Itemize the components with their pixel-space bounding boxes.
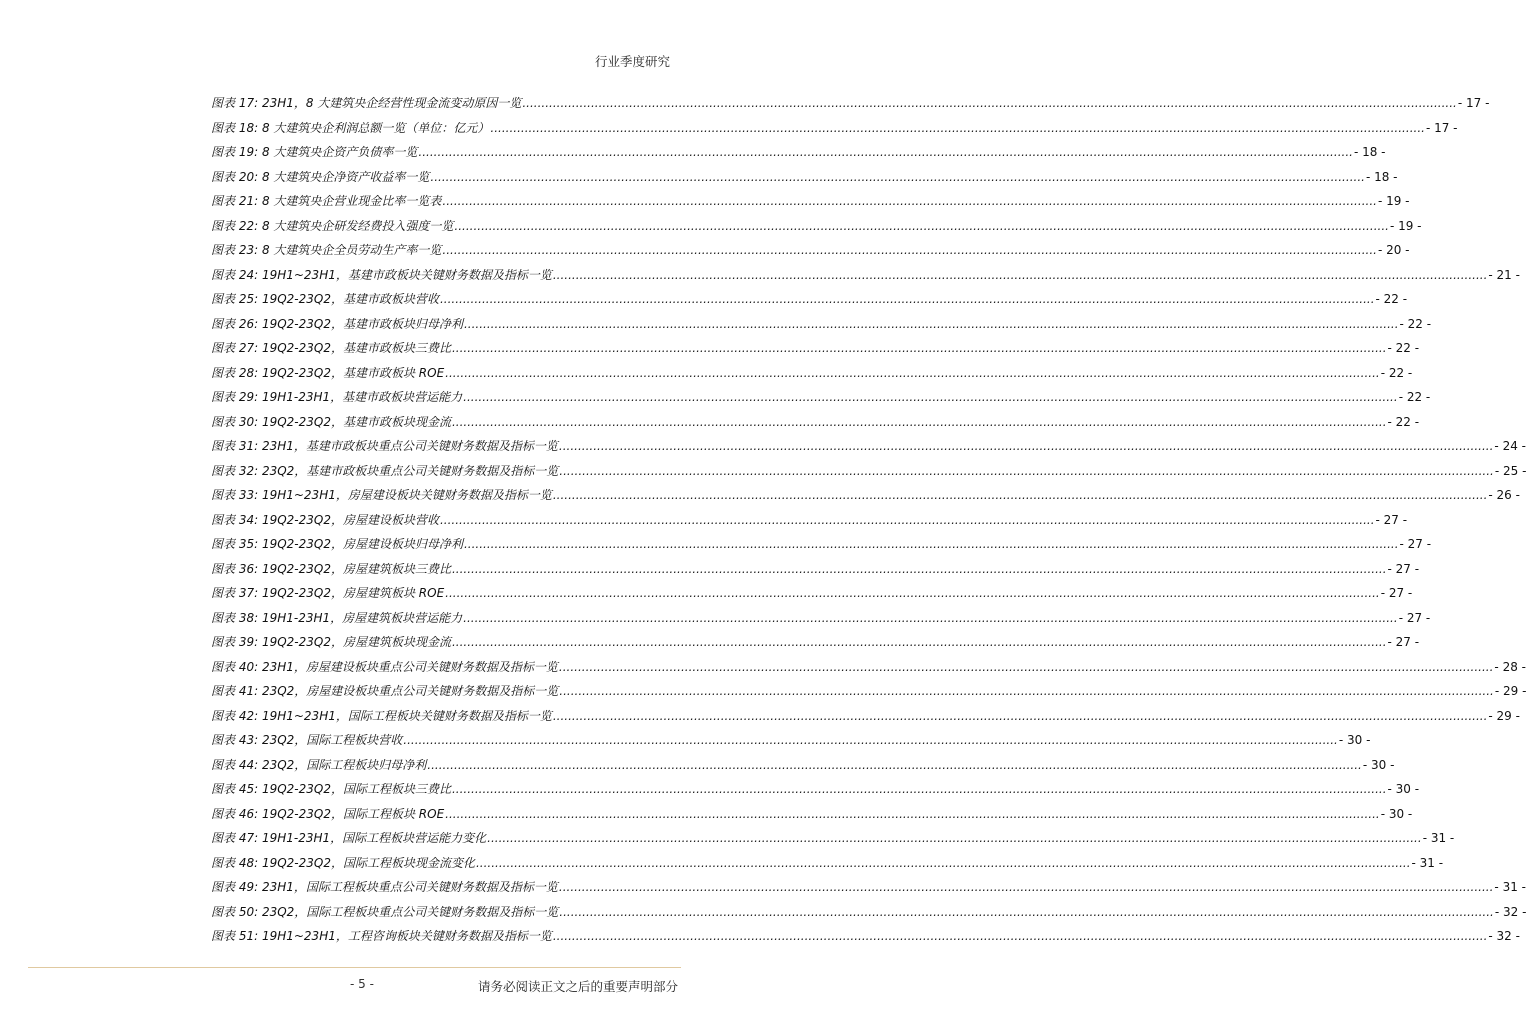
toc-entry-title: 图表 39: 19Q2-23Q2，房屋建筑板块现金流 <box>211 635 451 649</box>
toc-entry[interactable] <box>211 658 1526 683</box>
toc-entry-page: - 31 - <box>1422 831 1455 845</box>
toc-leader-dots <box>445 366 1380 380</box>
toc-entry-page: - 21 - <box>1488 267 1520 282</box>
toc-entry[interactable] <box>211 486 1520 511</box>
toc-entry[interactable] <box>211 388 1431 413</box>
toc-entry-page: - 28 - <box>1494 659 1526 674</box>
toc-entry-title: 图表 26: 19Q2-23Q2，基建市政板块归母净利 <box>211 316 463 331</box>
toc-entry[interactable] <box>211 756 1395 781</box>
toc-entry[interactable] <box>211 584 1413 609</box>
toc-entry-title: 图表 25: 19Q2-23Q2，基建市政板块营收 <box>211 292 439 306</box>
toc-leader-dots <box>490 121 1425 135</box>
toc-entry-title: 图表 24: 19H1~23H1，基建市政板块关键财务数据及指标一览 <box>211 267 552 282</box>
toc-leader-dots <box>559 684 1494 698</box>
footer-divider <box>28 967 681 968</box>
toc-leader-dots <box>463 611 1398 625</box>
toc-entry-title: 图表 21: 8 大建筑央企营业现金比率一览表 <box>211 194 442 208</box>
toc-entry[interactable] <box>211 217 1422 242</box>
toc-entry-page: - 31 - <box>1411 855 1444 870</box>
toc-leader-dots <box>445 807 1380 821</box>
toc-leader-dots <box>430 170 1365 184</box>
toc-entry-page: - 27 - <box>1387 635 1420 649</box>
toc-leader-dots <box>559 439 1494 453</box>
toc-entry-page: - 29 - <box>1494 684 1526 698</box>
toc-entry-page: - 27 - <box>1398 610 1431 625</box>
toc-entry-title: 图表 46: 19Q2-23Q2，国际工程板块 ROE <box>211 806 445 821</box>
toc-entry-page: - 27 - <box>1380 586 1413 600</box>
toc-entry[interactable] <box>211 731 1371 756</box>
toc-entry[interactable] <box>211 805 1413 830</box>
toc-entry-page: - 22 - <box>1387 414 1420 429</box>
toc-entry[interactable] <box>211 290 1408 315</box>
toc-entry-title: 图表 29: 19H1-23H1，基建市政板块营运能力 <box>211 390 463 404</box>
toc-entry-page: - 30 - <box>1387 782 1420 796</box>
toc-entry-title: 图表 37: 19Q2-23Q2，房屋建筑板块 ROE <box>211 586 445 600</box>
disclaimer-text: 请务必阅读正文之后的重要声明部分 <box>477 979 678 994</box>
toc-entry-page: - 20 - <box>1377 243 1410 257</box>
toc-entry-title: 图表 34: 19Q2-23Q2，房屋建设板块营收 <box>211 512 439 527</box>
toc-entry-page: - 22 - <box>1380 365 1413 380</box>
toc-entry-page: - 18 - <box>1353 145 1386 159</box>
toc-leader-dots <box>476 856 1411 870</box>
toc-entry-title: 图表 22: 8 大建筑央企研发经费投入强度一览 <box>211 218 454 233</box>
toc-entry[interactable] <box>211 707 1520 732</box>
toc-leader-dots <box>427 758 1362 772</box>
toc-entry-page: - 31 - <box>1494 880 1526 894</box>
toc-entry-page: - 22 - <box>1375 292 1408 306</box>
toc-leader-dots <box>452 562 1387 576</box>
toc-entry-page: - 24 - <box>1494 439 1526 453</box>
toc-leader-dots <box>442 194 1377 208</box>
toc-leader-dots <box>553 929 1488 943</box>
toc-leader-dots <box>522 96 1457 110</box>
toc-entry-title: 图表 28: 19Q2-23Q2，基建市政板块 ROE <box>211 365 445 380</box>
toc-leader-dots <box>403 733 1338 747</box>
toc-entry-title: 图表 47: 19H1-23H1，国际工程板块营运能力变化 <box>211 831 487 845</box>
toc-entry-title: 图表 42: 19H1~23H1，国际工程板块关键财务数据及指标一览 <box>211 708 552 723</box>
toc-entry[interactable] <box>211 437 1526 462</box>
toc-entry-page: - 25 - <box>1494 463 1526 478</box>
toc-entry-title: 图表 20: 8 大建筑央企净资产收益率一览 <box>211 169 430 184</box>
toc-leader-dots <box>559 464 1494 478</box>
toc-leader-dots <box>452 635 1387 649</box>
toc-entry-title: 图表 18: 8 大建筑央企利润总额一览（单位：亿元） <box>211 120 490 135</box>
toc-entry[interactable] <box>211 315 1432 340</box>
toc-leader-dots <box>559 660 1494 674</box>
toc-leader-dots <box>440 513 1375 527</box>
toc-entry-title: 图表 19: 8 大建筑央企资产负债率一览 <box>211 145 418 159</box>
toc-entry[interactable] <box>211 927 1520 952</box>
toc-entry-title: 图表 17: 23H1，8 大建筑央企经营性现金流变动原因一览 <box>211 96 522 110</box>
toc-entry[interactable] <box>211 413 1420 438</box>
figure-list <box>211 94 1526 952</box>
header-label: 行业季度研究 <box>594 54 670 69</box>
toc-entry[interactable] <box>211 903 1526 928</box>
page-number: - 5 - <box>350 977 374 991</box>
toc-entry[interactable] <box>211 364 1413 389</box>
toc-entry-title: 图表 36: 19Q2-23Q2，房屋建筑板块三费比 <box>211 561 451 576</box>
toc-entry[interactable] <box>211 241 1410 266</box>
toc-entry[interactable] <box>211 633 1420 658</box>
toc-entry-title: 图表 31: 23H1，基建市政板块重点公司关键财务数据及指标一览 <box>211 439 558 453</box>
toc-leader-dots <box>452 341 1387 355</box>
toc-entry[interactable] <box>211 609 1431 634</box>
toc-leader-dots <box>553 488 1488 502</box>
toc-leader-dots <box>454 219 1389 233</box>
toc-entry-page: - 27 - <box>1387 561 1420 576</box>
toc-leader-dots <box>464 537 1399 551</box>
toc-entry[interactable] <box>211 266 1520 291</box>
toc-entry-title: 图表 40: 23H1，房屋建设板块重点公司关键财务数据及指标一览 <box>211 659 558 674</box>
toc-entry-title: 图表 33: 19H1~23H1，房屋建设板块关键财务数据及指标一览 <box>211 488 552 502</box>
toc-entry-page: - 27 - <box>1375 512 1408 527</box>
toc-entry-title: 图表 45: 19Q2-23Q2，国际工程板块三费比 <box>211 782 451 796</box>
toc-entry-title: 图表 38: 19H1-23H1，房屋建筑板块营运能力 <box>211 610 463 625</box>
toc-entry-title: 图表 35: 19Q2-23Q2，房屋建设板块归母净利 <box>211 537 463 551</box>
toc-entry-page: - 17 - <box>1425 120 1458 135</box>
toc-entry-page: - 19 - <box>1389 218 1422 233</box>
toc-entry-title: 图表 43: 23Q2，国际工程板块营收 <box>211 733 403 747</box>
toc-entry-page: - 27 - <box>1399 537 1432 551</box>
toc-entry[interactable] <box>211 878 1526 903</box>
toc-entry-page: - 17 - <box>1457 96 1490 110</box>
toc-leader-dots <box>487 831 1422 845</box>
toc-entry-title: 图表 41: 23Q2，房屋建设板块重点公司关键财务数据及指标一览 <box>211 684 559 698</box>
toc-entry-page: - 22 - <box>1398 390 1431 404</box>
toc-leader-dots <box>553 268 1488 282</box>
toc-entry-page: - 18 - <box>1365 169 1398 184</box>
toc-entry[interactable] <box>211 168 1398 193</box>
toc-leader-dots <box>559 880 1494 894</box>
toc-entry-page: - 30 - <box>1362 757 1395 772</box>
toc-entry-title: 图表 32: 23Q2，基建市政板块重点公司关键财务数据及指标一览 <box>211 463 559 478</box>
toc-entry-title: 图表 44: 23Q2，国际工程板块归母净利 <box>211 757 427 772</box>
toc-entry[interactable] <box>211 119 1458 144</box>
toc-leader-dots <box>418 145 1353 159</box>
toc-entry-title: 图表 30: 19Q2-23Q2，基建市政板块现金流 <box>211 414 451 429</box>
toc-leader-dots <box>464 317 1399 331</box>
toc-entry[interactable] <box>211 780 1420 805</box>
toc-leader-dots <box>452 782 1387 796</box>
toc-entry-title: 图表 49: 23H1，国际工程板块重点公司关键财务数据及指标一览 <box>211 880 558 894</box>
toc-entry-page: - 32 - <box>1488 929 1520 943</box>
toc-entry[interactable] <box>211 462 1526 487</box>
toc-leader-dots <box>442 243 1377 257</box>
toc-entry-title: 图表 51: 19H1~23H1，工程咨询板块关键财务数据及指标一览 <box>211 929 552 943</box>
toc-entry-title: 图表 23: 8 大建筑央企全员劳动生产率一览 <box>211 243 442 257</box>
toc-entry-page: - 32 - <box>1494 904 1526 919</box>
toc-entry-page: - 19 - <box>1377 194 1410 208</box>
toc-entry[interactable] <box>211 535 1432 560</box>
toc-entry[interactable] <box>211 560 1420 585</box>
toc-entry-title: 图表 27: 19Q2-23Q2，基建市政板块三费比 <box>211 341 451 355</box>
toc-entry[interactable] <box>211 682 1526 707</box>
toc-leader-dots <box>452 415 1387 429</box>
toc-entry-page: - 26 - <box>1488 488 1520 502</box>
toc-leader-dots <box>553 709 1488 723</box>
toc-entry-title: 图表 50: 23Q2，国际工程板块重点公司关键财务数据及指标一览 <box>211 904 559 919</box>
toc-entry[interactable] <box>211 829 1455 854</box>
toc-entry[interactable] <box>211 511 1408 536</box>
toc-entry-page: - 30 - <box>1338 733 1371 747</box>
toc-entry[interactable] <box>211 339 1420 364</box>
toc-entry-page: - 22 - <box>1387 341 1420 355</box>
toc-entry[interactable] <box>211 143 1386 168</box>
toc-entry-page: - 30 - <box>1380 806 1413 821</box>
toc-leader-dots <box>559 905 1494 919</box>
toc-entry[interactable] <box>211 854 1444 879</box>
toc-entry-title: 图表 48: 19Q2-23Q2，国际工程板块现金流变化 <box>211 855 475 870</box>
toc-entry-page: - 22 - <box>1399 316 1432 331</box>
toc-entry[interactable] <box>211 94 1490 119</box>
toc-entry-page: - 29 - <box>1488 708 1520 723</box>
toc-leader-dots <box>445 586 1380 600</box>
toc-leader-dots <box>463 390 1398 404</box>
toc-leader-dots <box>440 292 1375 306</box>
toc-entry[interactable] <box>211 192 1410 217</box>
